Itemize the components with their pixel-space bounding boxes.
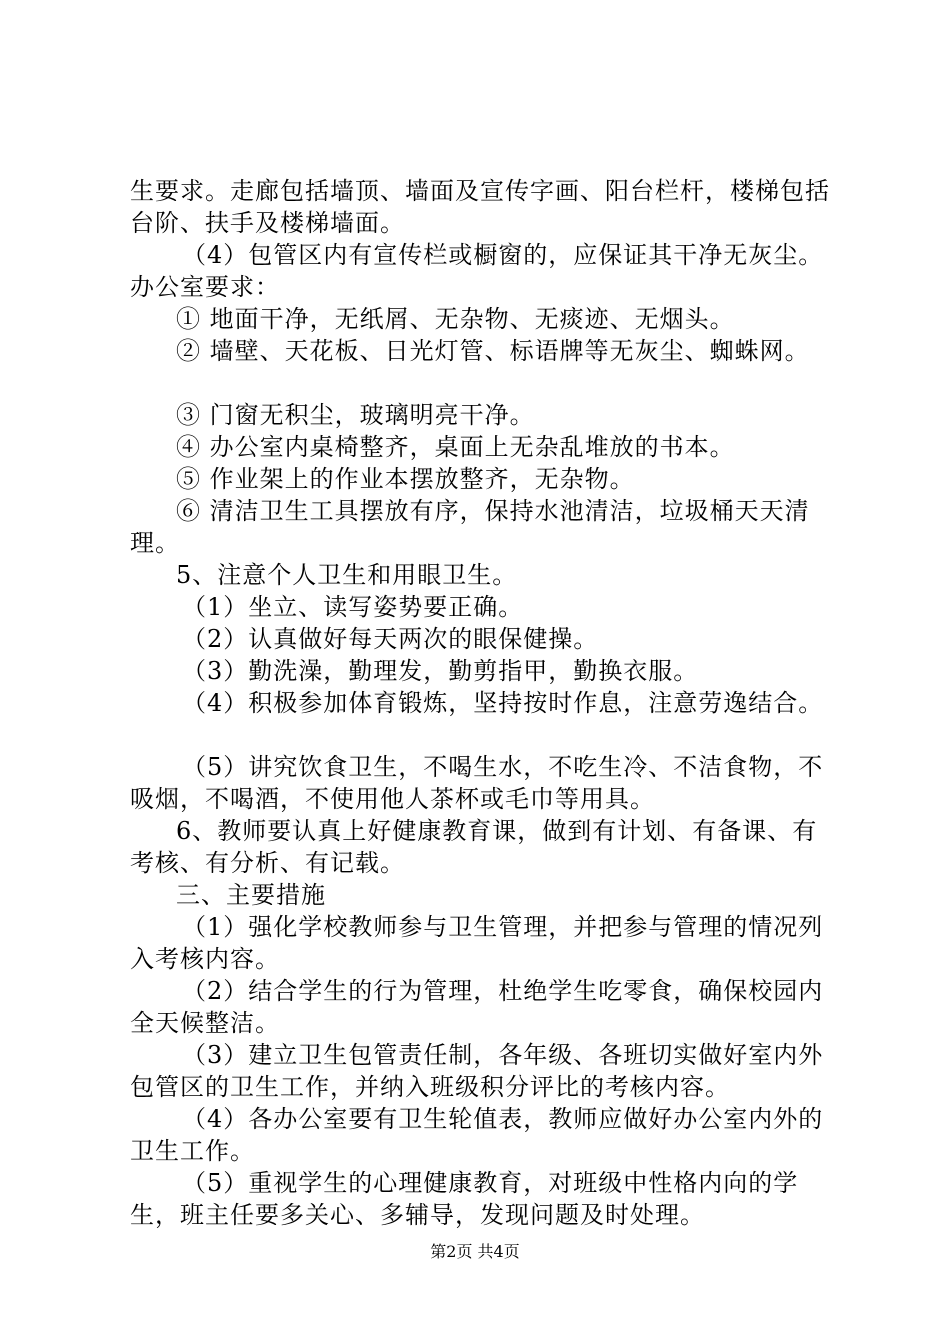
section-item: 6、教师要认真上好健康教育课，做到有计划、有备课、有考核、有分析、有记载。 xyxy=(130,817,818,877)
list-item: ② 墙壁、天花板、日光灯管、标语牌等无灰尘、蜘蛛网。 xyxy=(176,337,810,365)
paragraph: （4）包管区内有宣传栏或橱窗的，应保证其干净无灰尘。 xyxy=(182,241,824,269)
list-item: ① 地面干净，无纸屑、无杂物、无痰迹、无烟头。 xyxy=(176,305,735,333)
section-item: 5、注意个人卫生和用眼卫生。 xyxy=(176,561,518,589)
blank-line xyxy=(130,367,840,399)
paragraph: 生要求。走廊包括墙顶、墙面及宣传字画、阳台栏杆，楼梯包括台阶、扶手及楼梯墙面。 xyxy=(130,177,830,237)
page-number: 第2页 共4页 xyxy=(430,1242,520,1261)
list-item: ⑥ 清洁卫生工具摆放有序，保持水池清洁，垃圾桶天天清理。 xyxy=(130,497,810,557)
list-item: （3）勤洗澡，勤理发，勤剪指甲，勤换衣服。 xyxy=(182,657,699,685)
list-item: （4）积极参加体育锻炼，坚持按时作息，注意劳逸结合。 xyxy=(182,689,824,717)
paragraph: 办公室要求： xyxy=(130,273,280,301)
list-item: （2）认真做好每天两次的眼保健操。 xyxy=(182,625,599,653)
document-body xyxy=(130,175,840,1231)
blank-line xyxy=(130,719,840,751)
list-item: （2）结合学生的行为管理，杜绝学生吃零食，确保校园内全天候整洁。 xyxy=(130,977,824,1037)
list-item: ⑤ 作业架上的作业本摆放整齐，无杂物。 xyxy=(176,465,635,493)
list-item: （5）重视学生的心理健康教育，对班级中性格内向的学生，班主任要多关心、多辅导，发现问题及时处理。 xyxy=(130,1169,799,1229)
section-heading: 三、主要措施 xyxy=(176,881,326,909)
list-item: （1）强化学校教师参与卫生管理，并把参与管理的情况列入考核内容。 xyxy=(130,913,824,973)
list-item: ③ 门窗无积尘，玻璃明亮干净。 xyxy=(176,401,535,429)
list-item: ④ 办公室内桌椅整齐，桌面上无杂乱堆放的书本。 xyxy=(176,433,735,461)
list-item: （4）各办公室要有卫生轮值表，教师应做好办公室内外的卫生工作。 xyxy=(130,1105,824,1165)
list-item: （3）建立卫生包管责任制，各年级、各班切实做好室内外包管区的卫生工作，并纳入班级积分评比的考核内容。 xyxy=(130,1041,824,1101)
list-item: （5）讲究饮食卫生，不喝生水，不吃生冷、不洁食物，不吸烟，不喝酒，不使用他人茶杯或毛巾等用具。 xyxy=(130,753,824,813)
list-item: （1）坐立、读写姿势要正确。 xyxy=(182,593,524,621)
page-footer xyxy=(0,1242,950,1262)
